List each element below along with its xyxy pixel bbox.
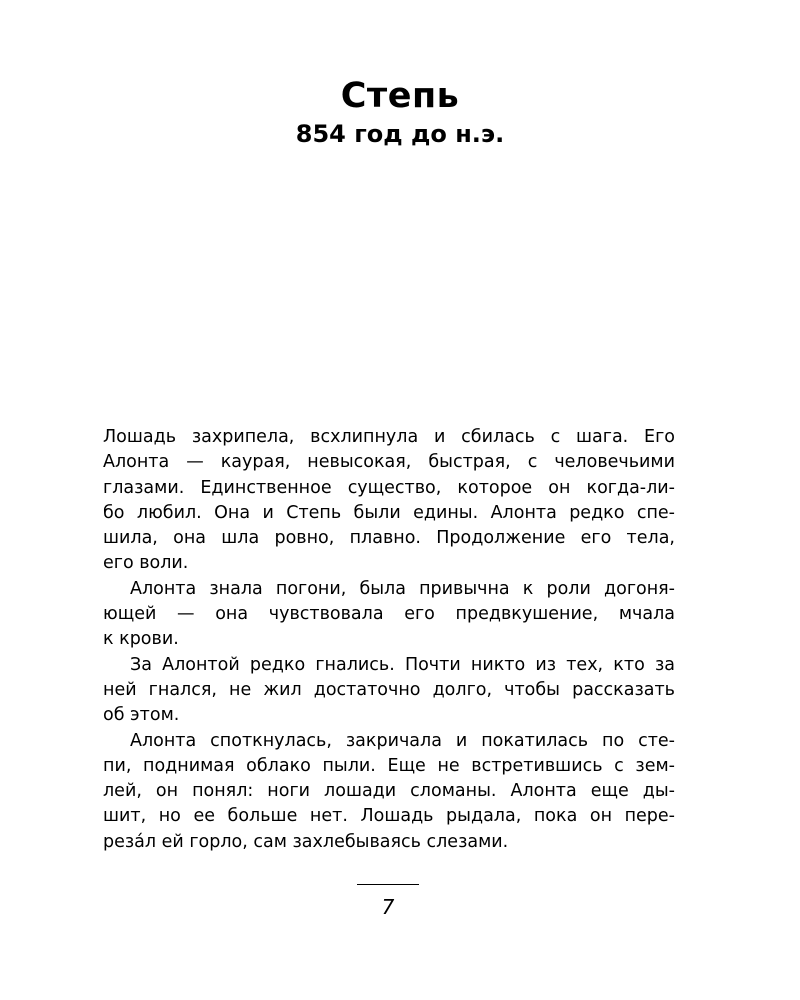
- text-line: Алонта знала погони, была привычна к роли догоня-: [130, 578, 675, 599]
- text-line: пи, поднимая облако пыли. Еще не встретившись с зем-: [103, 755, 675, 776]
- text-line: реза́л ей горло, сам захлебываясь слезами.: [103, 831, 509, 852]
- text-line: Лошадь захрипела, всхлипнула и сбилась с шага. Его: [103, 427, 675, 447]
- footer-divider: [357, 884, 419, 885]
- text-line: глазами. Единственное существо, которое он когда-ли-: [103, 477, 675, 498]
- text-line: к крови.: [103, 629, 179, 650]
- text-line: его воли.: [103, 553, 189, 574]
- text-line: ющей — она чувствовала его предвкушение, мчала: [103, 604, 675, 625]
- page-number: 7: [381, 895, 395, 919]
- text-line: Алонта — каурая, невысокая, быстрая, с человечьими: [103, 452, 675, 473]
- chapter-subtitle: 854 год до н.э.: [295, 120, 505, 148]
- text-line: лей, он понял: ноги лошади сломаны. Алонта еще ды-: [103, 781, 675, 802]
- text-line: За Алонтой редко гнались. Почти никто из тех, кто за: [130, 654, 675, 675]
- text-line: шила, она шла ровно, плавно. Продолжение его тела,: [103, 528, 675, 549]
- text-line: бо любил. Она и Степь были едины. Алонта редко спе-: [103, 502, 675, 523]
- text-line: об этом.: [103, 705, 180, 726]
- text-line: шит, но ее больше нет. Лошадь рыдала, пока он пере-: [103, 806, 675, 827]
- body-text: [103, 425, 675, 855]
- chapter-title: Степь: [340, 76, 460, 116]
- text-line: ней гнался, не жил достаточно долго, чтобы рассказать: [103, 679, 675, 700]
- text-line: Алонта споткнулась, закричала и покатилась по сте-: [130, 730, 675, 751]
